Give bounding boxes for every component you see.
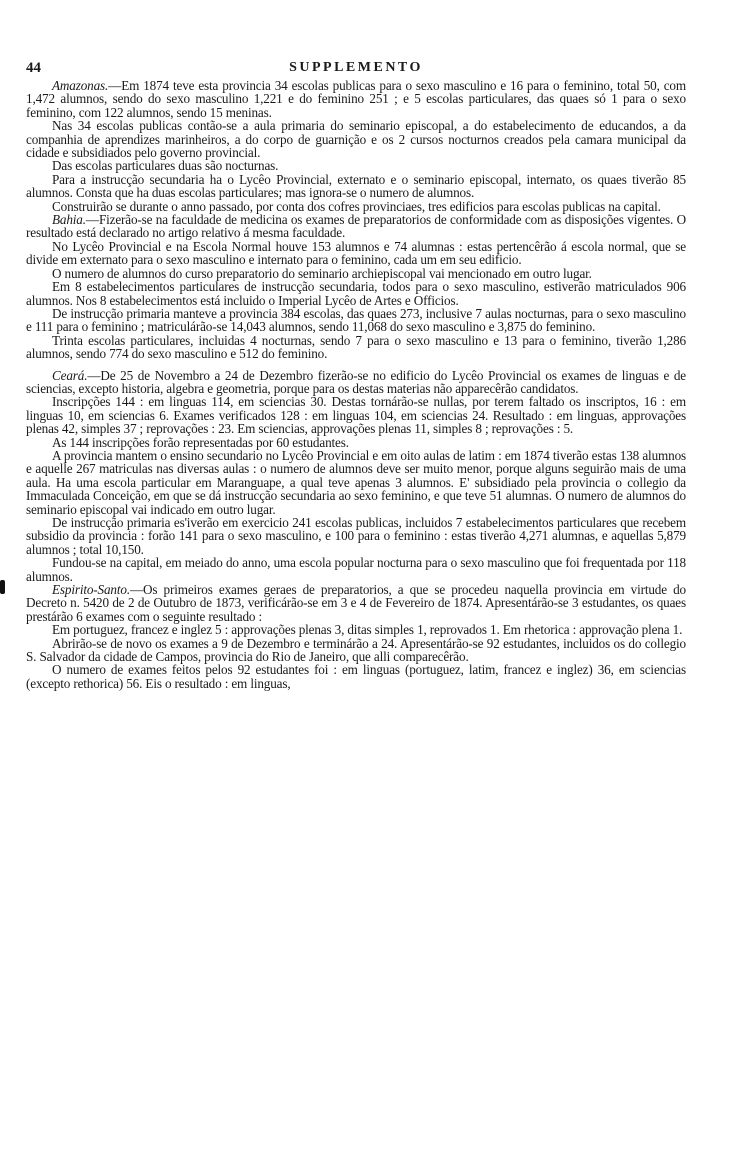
paragraph <box>26 623 686 636</box>
paragraph-text: Para a instrucção secundaria ha o Lycêo Provincial, externato e o seminario episcopal, internato, os quaes tiverão 85 alumnos. Consta que ha duas escolas particulares; mas ignora-se o numero de alumnos. <box>26 171 686 201</box>
paragraph-amazonas <box>26 79 686 119</box>
paragraph-text: As 144 inscripções forão representadas por 60 estudantes. <box>52 434 349 450</box>
paragraph-text: Em 8 estabelecimentos particulares de instrucção secundaria, todos para o sexo masculino, estiverão matriculados 906 alumnos. Nos 8 estabelecimentos está incluido o Imperial Lycêo de Artes e Officios. <box>26 279 686 308</box>
paragraph <box>26 240 686 267</box>
paragraph-text: —Fizerão-se na faculdade de medicina os exames de preparatorios de conformidade com as disposições vigentes. O resultado está declarado no artigo relativo á mesma faculdade. <box>26 212 686 241</box>
paragraph-text: O numero de alumnos do curso preparatorio do seminario archiepiscopal vai mencionado em outro lugar. <box>52 265 592 281</box>
paragraph <box>26 334 686 361</box>
paragraph <box>26 280 686 307</box>
paragraph-text: Das escolas particulares duas são nocturnas. <box>52 158 279 174</box>
paragraph-text: De instrucção primaria es'iverão em exercicio 241 escolas publicas, incluidos 7 estabelecimentos particulares que recebem subsidio da provincia : forão 141 para o sexo masculino, e 100 para o feminino : estas tiverão 4,271 alumnas, e aquellas 5,879 alumnos ; total 10,150. <box>26 515 686 557</box>
paragraph <box>26 516 686 556</box>
paragraph-text: Abrirão-se de novo os exames a 9 de Dezembro e terminárão a 24. Apresentárão-se 92 estudantes, incluidos os do collegio S. Salvador da cidade de Campos, provincia do Rio de Janeiro, que alli comparecêrão. <box>26 635 686 665</box>
paragraph-text: —Em 1874 teve esta provincia 34 escolas publicas para o sexo masculino e 16 para o feminino, total 50, com 1,472 alumnos, sendo do sexo masculino 1,221 e do feminino 251 ; e 5 escolas particulares, das quaes só 1 para o sexo feminino, com 122 alumnos, sendo 15 meninas. <box>26 78 686 120</box>
paragraph <box>26 637 686 664</box>
paragraph-text: De instrucção primaria manteve a provincia 384 escolas, das quaes 273, inclusive 7 aulas nocturnas, para o sexo masculino e 111 para o feminino ; matriculárão-se 14,043 alumnos, sendo 11,068 do sexo masculino e 3,875 do feminino. <box>26 305 686 335</box>
paragraph <box>26 200 686 213</box>
section-lead: Espirito-Santo. <box>52 582 130 598</box>
paragraph-text: A provincia mantem o ensino secundario no Lycêo Provincial e em oito aulas de latim : em 1874 tiverão estas 138 alumnos e aquelle 267 matriculas nas diversas aulas : o numero de alumnos deve ser muito menor, porque alguns seguirão mais de uma aula. Ha uma escola particular em Maranguape, a qual teve apenas 3 alumnos. E' subsidiado pela provincia o collegio da Immaculada Conceição, em que se dá instrucção secundaria ao sexo feminino, e que teve 51 alumnas. O numero de alumnos do seminario episcopal vai indicado em outro lugar. <box>26 447 686 517</box>
page-number: 44 <box>26 60 41 76</box>
paragraph-text: Trinta escolas particulares, incluidas 4 nocturnas, sendo 7 para o sexo masculino e 13 para o feminino, tiverão 1,286 alumnos, sendo 774 do sexo masculino e 512 do feminino. <box>26 332 686 362</box>
paragraph <box>26 436 686 449</box>
paragraph-text: Inscripções 144 : em linguas 114, em sciencias 30. Destas tornárão-se nullas, por terem faltado os inscriptos, 16 : em linguas 10, em sciencias 6. Exames verificados 128 : em linguas 104, em sciencias 24. Resultado : em linguas, approvações plenas 42, simples 37 ; reprovações : 23. Em sciencias, approvações plenas 11, simples 8 ; reprovações : 5. <box>26 394 686 437</box>
section-lead: Ceará. <box>52 367 88 383</box>
page-header <box>26 60 686 78</box>
paragraph-text: O numero de exames feitos pelos 92 estudantes foi : em linguas (portuguez, latim, francez e inglez) 36, em sciencias (excepto rethorica) 56. Eis o resultado : em linguas, <box>26 662 686 691</box>
paragraph-text: Nas 34 escolas publicas contão-se a aula primaria do seminario episcopal, a do estabelecimento de educandos, a da companhia de aprendizes marinheiros, a do corpo de guarnição e os 2 cursos nocturnos creados pela camara municipal da cidade e subsidiados pelo governo provincial. <box>26 118 686 161</box>
paragraph <box>26 119 686 159</box>
paragraph-text: —De 25 de Novembro a 24 de Dezembro fizerão-se no edificio do Lycêo Provincial os exames de linguas e de sciencias, excepto historia, algebra e geometria, porque para os destas materias não apparecêrão candidatos. <box>26 367 686 396</box>
section-lead: Bahia. <box>52 212 86 228</box>
running-title: SUPPLEMENTO <box>289 60 423 75</box>
paragraph <box>26 449 686 516</box>
paragraph <box>26 395 686 435</box>
paragraph <box>26 663 686 690</box>
paragraph <box>26 173 686 200</box>
paragraph <box>26 159 686 172</box>
section-lead: Amazonas. <box>52 78 109 93</box>
article-body <box>26 79 686 690</box>
paragraph-text: Fundou-se na capital, em meiado do anno, uma escola popular nocturna para o sexo masculino que foi frequentada por 118 alumnos. <box>26 555 686 584</box>
paragraph <box>26 556 686 583</box>
margin-mark <box>0 580 5 594</box>
paragraph-ceara <box>26 369 686 396</box>
paragraph-bahia <box>26 213 686 240</box>
paragraph-text: No Lycêo Provincial e na Escola Normal houve 153 alumnos e 74 alumnas : estas pertencêrão á escola normal, que se divide em externato para o sexo masculino e internato para o feminino, cada um em seu edificio. <box>26 238 686 268</box>
paragraph-text: Construirão se durante o anno passado, por conta dos cofres provinciaes, tres edificios para escolas publicas na capital. <box>52 198 661 214</box>
paragraph-text: —Os primeiros exames geraes de preparatorios, a que se procedeu naquella provincia em virtude do Decreto n. 5420 de 2 de Outubro de 1873, verificárão-se em 3 e 4 de Fevereiro de 1874. Apresentárão-se 3 estudantes, os quaes prestárão 6 exames com o seguinte resultado : <box>26 582 686 624</box>
paragraph <box>26 307 686 334</box>
paragraph <box>26 267 686 280</box>
paragraph-espirito-santo <box>26 583 686 623</box>
paragraph-text: Em portuguez, francez e inglez 5 : approvações plenas 3, ditas simples 1, reprovados 1. Em rhetorica : approvação plena 1. <box>52 622 683 638</box>
